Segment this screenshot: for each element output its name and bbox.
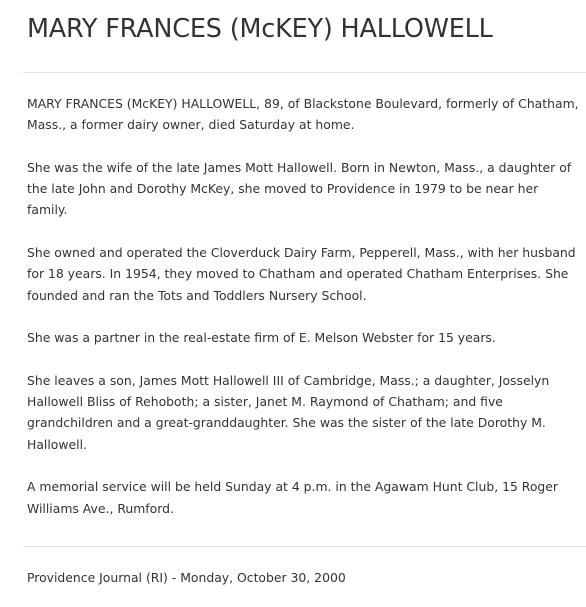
obituary-paragraph: MARY FRANCES (McKEY) HALLOWELL, 89, of Blackstone Boulevard, formerly of Chatham, Mass., a former dairy owner, died Saturday at home.	[27, 96, 579, 133]
obituary-paragraph: A memorial service will be held Sunday at 4 p.m. in the Agawam Hunt Club, 15 Roger Williams Ave., Rumford.	[27, 479, 559, 516]
source-divider	[23, 546, 586, 547]
obituary-paragraph: She leaves a son, James Mott Hallowell III of Cambridge, Mass.; a daughter, Josselyn Hallowell Bliss of Rehoboth; a sister, Janet M. Raymond of Chatham; and five grandchildren and a great-granddaughter. She was the sister of the late Dorothy M. Hallowell.	[27, 372, 550, 452]
source-citation: Providence Journal (RI) - Monday, October 30, 2000	[27, 570, 346, 585]
obituary-title: MARY FRANCES (McKEY) HALLOWELL	[27, 14, 493, 44]
obituary-paragraph: She owned and operated the Cloverduck Dairy Farm, Pepperell, Mass., with her husband for 18 years. In 1954, they moved to Chatham and operated Chatham Enterprises. She founded and ran the Tots and Toddlers Nursery School.	[27, 245, 576, 303]
title-divider	[23, 72, 586, 73]
obituary-paragraph: She was a partner in the real-estate firm of E. Melson Webster for 15 years.	[27, 330, 496, 346]
obituary-body	[27, 93, 579, 540]
obituary-paragraph: She was the wife of the late James Mott Hallowell. Born in Newton, Mass., a daughter of the late John and Dorothy McKey, she moved to Providence in 1979 to be near her family.	[27, 159, 572, 218]
